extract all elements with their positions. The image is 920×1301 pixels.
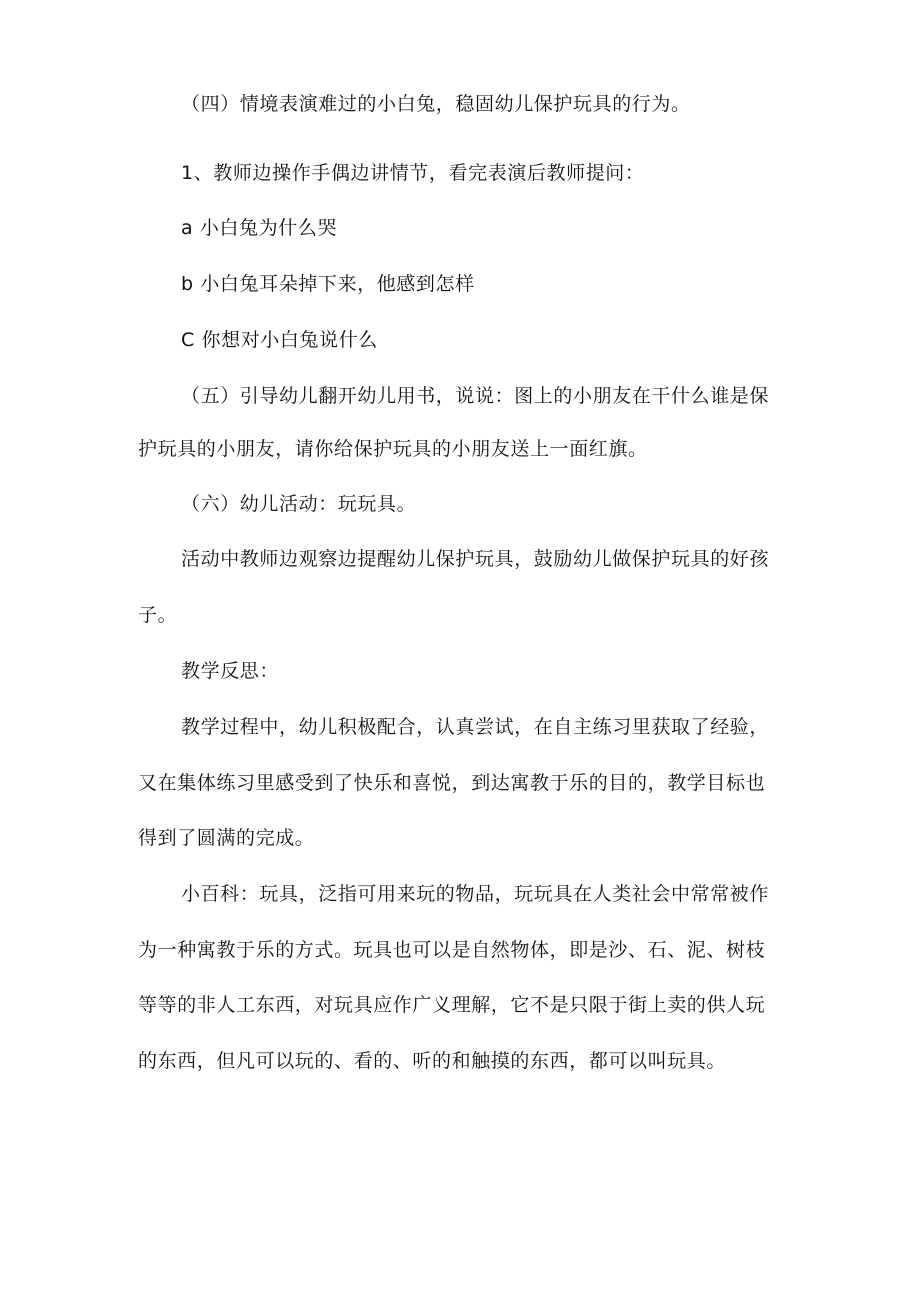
section-four-heading: （四）情境表演难过的小白兔，稳固幼儿保护玩具的行为。	[181, 93, 691, 115]
reflection-line-2: 又在集体练习里感受到了快乐和喜悦，到达寓教于乐的目的，教学目标也	[138, 772, 766, 794]
encyclopedia-line-2: 为一种寓教于乐的方式。玩具也可以是自然物体，即是沙、石、泥、树枝	[138, 939, 766, 961]
reflection-line-3: 得到了圆满的完成。	[138, 827, 315, 849]
step-one-text: 1、教师边操作手偶边讲情节，看完表演后教师提问：	[181, 162, 645, 184]
reflection-heading: 教学反思：	[181, 660, 280, 682]
section-five-line-2: 护玩具的小朋友，请你给保护玩具的小朋友送上一面红旗。	[138, 438, 648, 460]
section-six-heading: （六）幼儿活动：玩玩具。	[181, 493, 417, 515]
encyclopedia-line-1: 小百科：玩具，泛指可用来玩的物品，玩玩具在人类社会中常常被作	[181, 883, 770, 905]
section-five-line-1: （五）引导幼儿翻开幼儿用书，说说：图上的小朋友在干什么谁是保	[181, 385, 770, 407]
encyclopedia-line-4: 的东西，但凡可以玩的、看的、听的和触摸的东西，都可以叫玩具。	[138, 1050, 727, 1072]
question-a: a 小白兔为什么哭	[181, 217, 338, 239]
reflection-line-1: 教学过程中，幼儿积极配合，认真尝试，在自主练习里获取了经验，	[181, 716, 770, 738]
encyclopedia-line-3: 等等的非人工东西，对玩具应作广义理解，它不是只限于街上卖的供人玩	[138, 994, 766, 1016]
question-b: b 小白兔耳朵掉下来，他感到怎样	[181, 273, 475, 295]
question-c: C 你想对小白兔说什么	[181, 329, 378, 351]
activity-line-2: 子。	[138, 604, 178, 626]
activity-line-1: 活动中教师边观察边提醒幼儿保护玩具，鼓励幼儿做保护玩具的好孩	[181, 548, 770, 570]
